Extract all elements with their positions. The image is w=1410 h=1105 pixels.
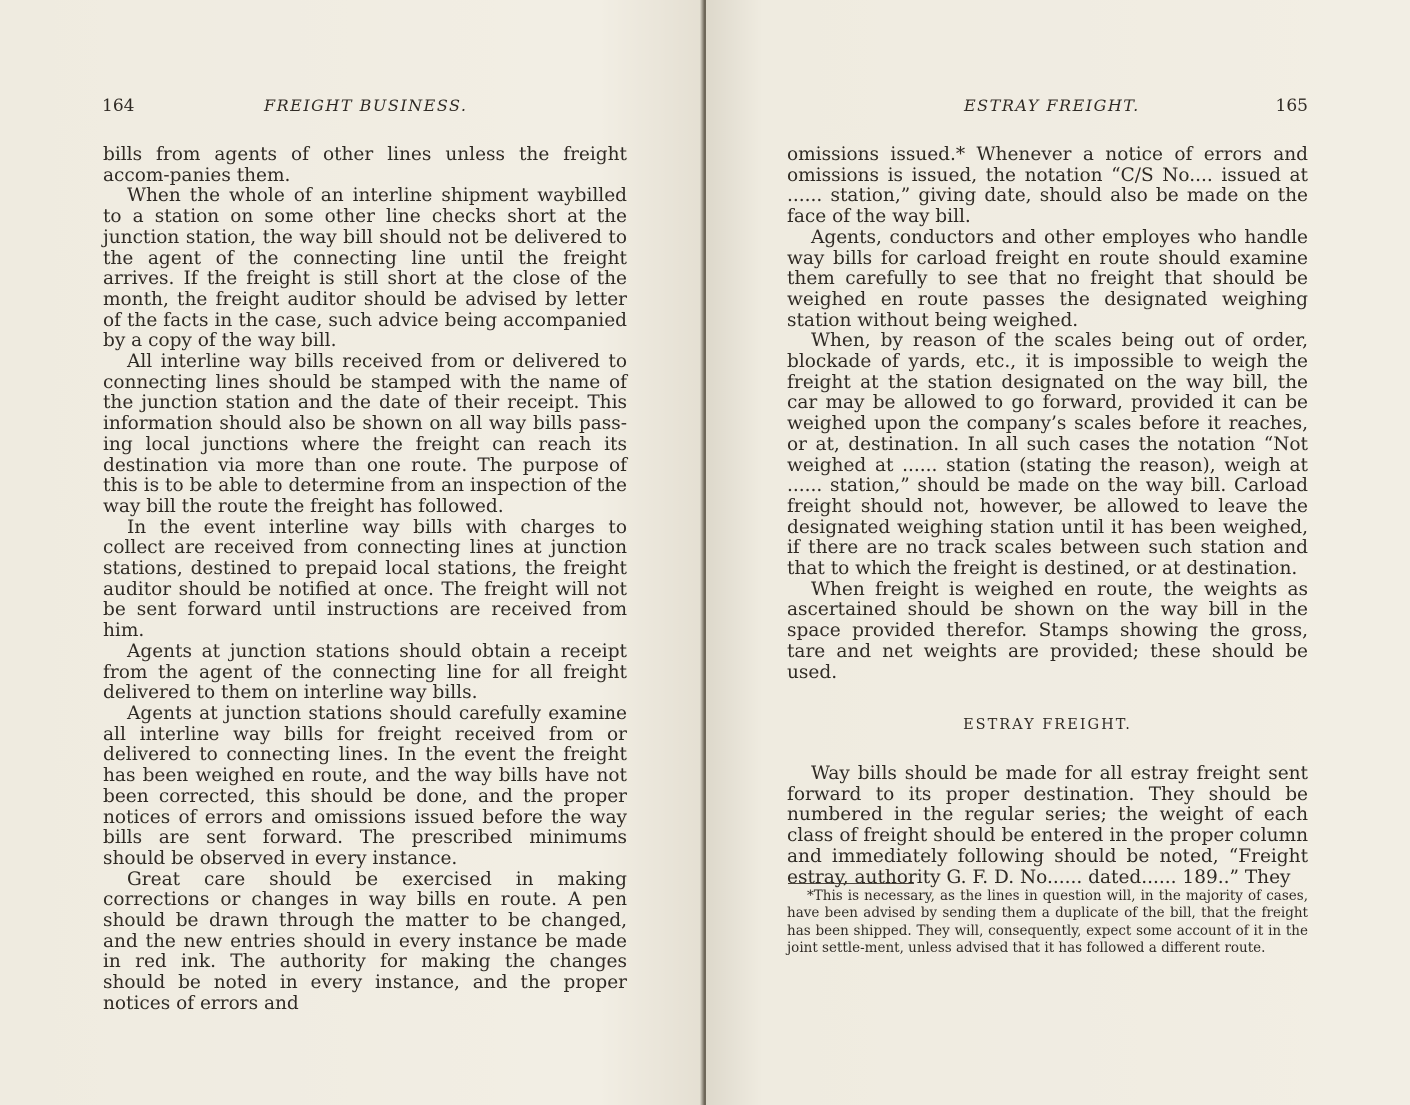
paragraph: Way bills should be made for all estray freight sent forward to its proper destination. They should be numbered in the regular series; the weight of each class of freight should be entered in the proper column and immediately following should be noted, “Freight estray, authority G. F. D. No...... dated...... 189..” They (787, 762, 1308, 888)
right-running-head (788, 96, 1308, 122)
running-title: FREIGHT BUSINESS. (264, 96, 468, 115)
left-running-head (102, 96, 630, 122)
paragraph: When, by reason of the scales being out of order, blockade of yards, etc., it is impossible to weigh the freight at the station designated on the way bill, the car may be allowed to go forward, provided it can be weighed upon the company’s scales before it reaches, or at, destination. In all such cases the notation “Not weighed at ...... station (stating the reason), weigh at ...... station,” should be made on the way bill. Carload freight should not, however, be allowed to leave the designated weighing station until it has been weighed, if there are no track scales between such station and that to which the freight is destined, or at destination. (787, 330, 1308, 580)
right-body-text (787, 145, 1308, 888)
paragraph: bills from agents of other lines unless the freight accom-panies them. (103, 144, 627, 186)
paragraph: All interline way bills received from or delivered to connecting lines should be stamped with the name of the junction station and the date of their receipt. This information should also be shown on all way bills pass-ing local junctions where the freight can reach its destination via more than one route. The purpose of this is to be able to determine from an inspection of the way bill the route the freight has followed. (103, 351, 627, 517)
paragraph: When freight is weighed en route, the weights as ascertained should be shown on the way bill in the space provided therefor. Stamps showing the gross, tare and net weights are provided; these should be used. (787, 578, 1308, 683)
section-heading: ESTRAY FREIGHT. (963, 717, 1132, 734)
page-number: 165 (1275, 96, 1308, 116)
footnote-rule (788, 883, 914, 884)
right-page (706, 0, 1410, 1105)
paragraph: Agents at junction stations should carefully examine all interline way bills for freight received from or delivered to connecting lines. In the event the freight has been weighed en route, and the way bills have not been corrected, this should be done, and the proper notices of errors and omissions issued before the way bills are sent forward. The prescribed minimums should be observed in every instance. (103, 702, 627, 869)
paragraph: Agents at junction stations should obtain a receipt from the agent of the connecting line for all freight delivered to them on interline way bills. (103, 640, 627, 704)
paragraph: When the whole of an interline shipment waybilled to a station on some other line checks short at the junction station, the way bill should not be delivered to the agent of the connecting line until the freight arrives. If the freight is still short at the close of the month, the freight auditor should be advised by letter of the facts in the case, such advice being accompanied by a copy of the way bill. (103, 185, 627, 352)
running-title: ESTRAY FREIGHT. (964, 96, 1140, 115)
left-body-text (103, 145, 627, 1015)
footnote (787, 888, 1308, 957)
paragraph: omissions issued.* Whenever a notice of errors and omissions is issued, the notation “C/S No.... issued at ...... station,” giving date, should also be made on the face of the way bill. (787, 144, 1308, 228)
paragraph: Great care should be exercised in making corrections or changes in way bills en route. A pen should be drawn through the matter to be changed, and the new entries should in every instance be made in red ink. The authority for making the changes should be noted in every instance, and the proper notices of errors and (103, 868, 627, 1014)
page-number: 164 (102, 96, 135, 116)
paragraph: Agents, conductors and other employes who handle way bills for carload freight en route should examine them carefully to see that no freight that should be weighed en route passes the designated weighing station without being weighed. (787, 226, 1308, 331)
footnote-text: *This is necessary, as the lines in question will, in the majority of cases, have been advised by sending them a duplicate of the bill, that the freight has been shipped. They will, consequently, expect some account of it in the joint settle-ment, unless advised that it has followed a different route. (787, 888, 1308, 956)
paragraph: In the event interline way bills with charges to collect are received from connecting lines at junction stations, destined to prepaid local stations, the freight auditor should be notified at once. The freight will not be sent forward until instructions are received from him. (103, 516, 627, 642)
left-page (0, 0, 704, 1105)
